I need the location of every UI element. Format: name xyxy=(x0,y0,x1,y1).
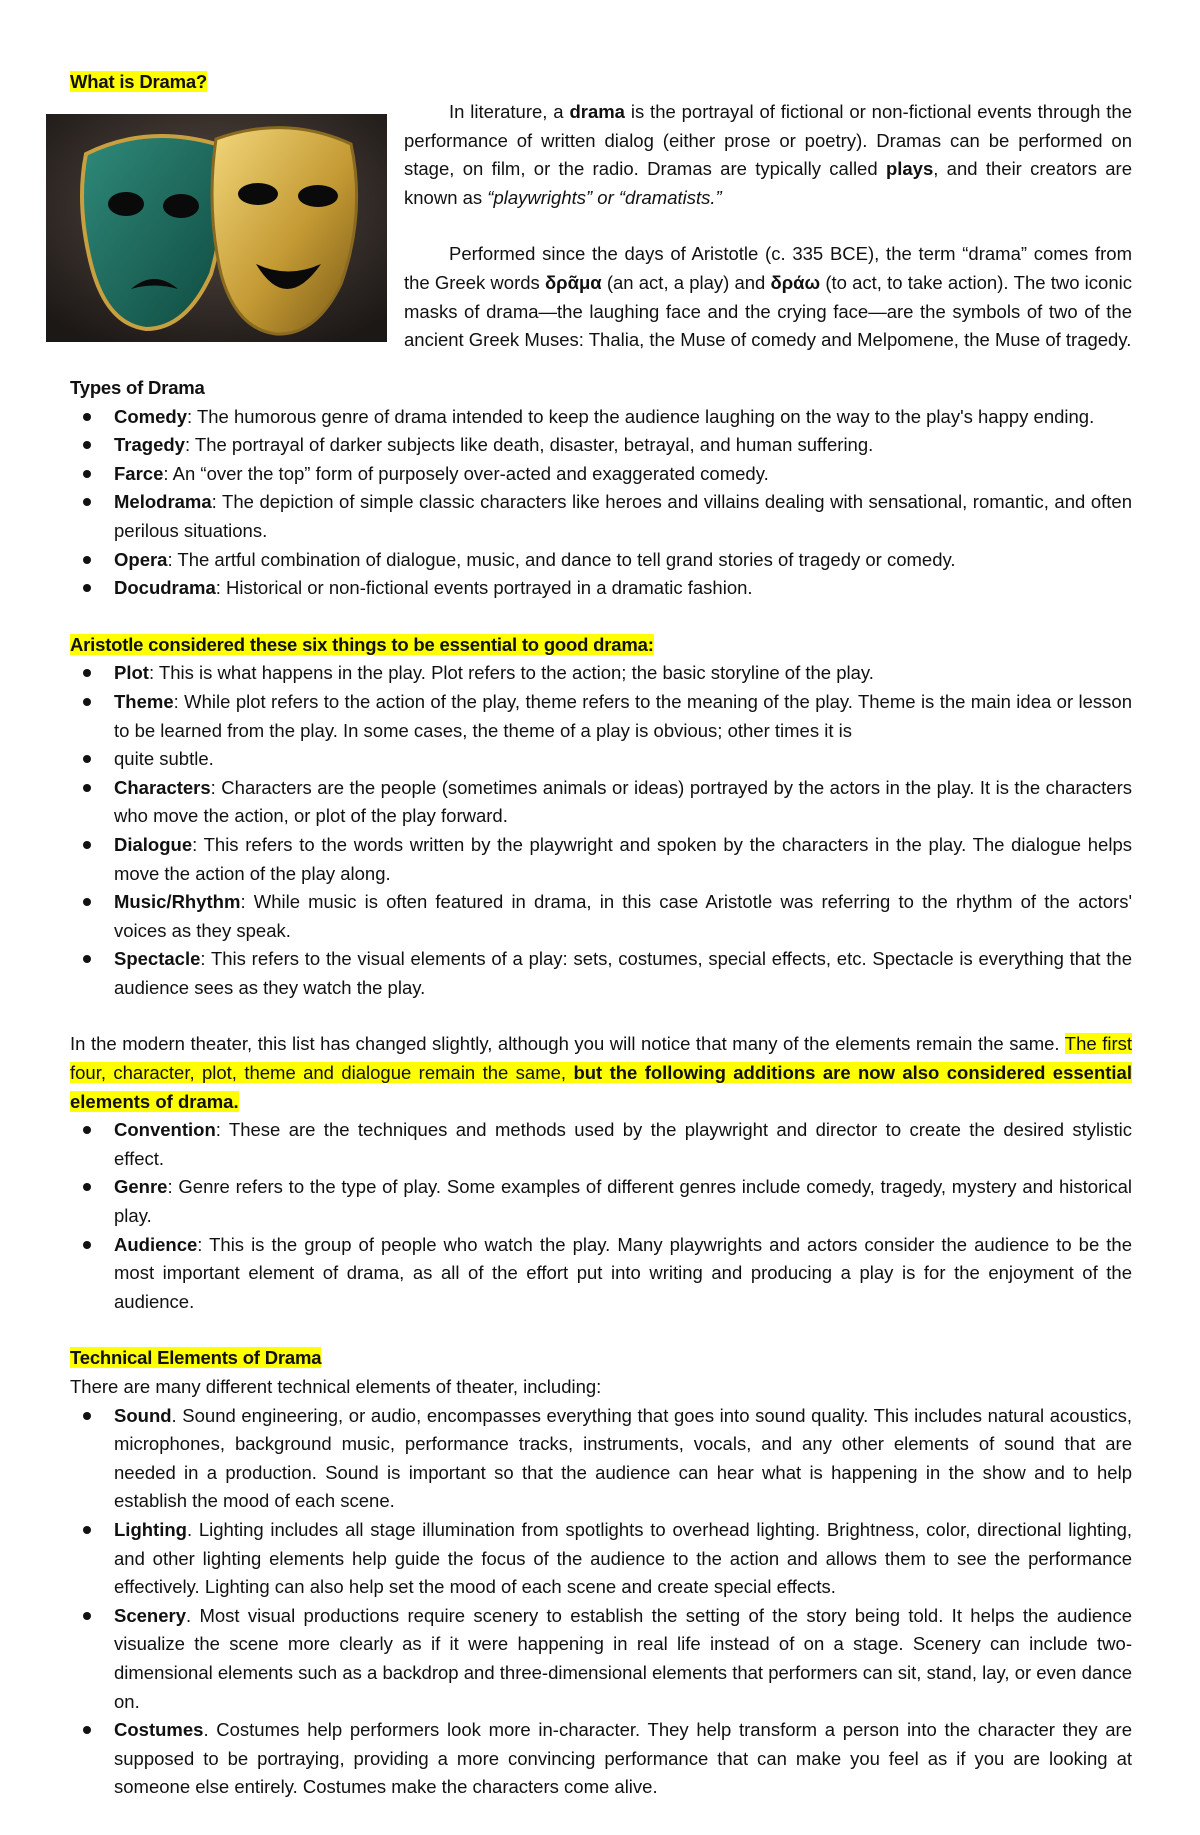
list-item xyxy=(70,1716,1132,1802)
types-heading: Types of Drama xyxy=(70,377,205,398)
list-item-term: Dialogue xyxy=(114,833,193,855)
aristotle-section xyxy=(70,631,1132,1003)
intro-text xyxy=(404,98,1132,355)
intro-p2-text-c: (an act, a play) and xyxy=(601,271,771,293)
list-item-term: Opera xyxy=(114,548,168,570)
list-item-text: . Lighting includes all stage illumination from spotlights to overhead lighting. Brightness, color, directional lighting, and other lighting elements help guide the focus of the audience to the action and allows them to see the performance effectively. Lighting can also help set the mood of each scene and create special effects. xyxy=(114,1518,1132,1598)
modern-text: In the modern theater, this list has changed slightly, although you will notice that many of the elements remain the same. xyxy=(70,1033,1065,1055)
document-page xyxy=(70,68,1132,1802)
intro-p2-text-a: Performed since the days of Aristotle (c. 335 BCE), the term “drama” comes from the Greek words xyxy=(404,243,1132,293)
list-item-text: . Sound engineering, or audio, encompasses everything that goes into sound quality. This includes natural acoustics, microphones, background music, performance tracks, instruments, vocals, and any other elements of sound that are needed in a production. Sound is important so that the audience can hear what is happening in the show and to help establish the mood of each scene. xyxy=(114,1404,1132,1512)
aristotle-heading-text: Aristotle considered these six things to be essential to good drama: xyxy=(70,633,654,655)
list-item-term: Comedy xyxy=(114,405,187,427)
list-item-text: : While music is often featured in drama, in this case Aristotle was referring to the rhythm of the actors' voices as they speak. xyxy=(114,891,1132,941)
list-item xyxy=(70,688,1132,745)
technical-lead: There are many different technical elements of theater, including: xyxy=(70,1376,602,1397)
list-item-term: Costumes xyxy=(114,1719,204,1741)
list-item-term: Plot xyxy=(114,662,149,684)
intro-p1-text-c: is the portrayal of fictional or non-fictional events through the performance of written dialog (either prose or poetry). Dramas can be performed on stage, on film, or the radio. Dramas are typically called xyxy=(404,101,1132,180)
list-item-text: : Genre refers to the type of play. Some examples of different genres include comedy, tragedy, mystery and historical play. xyxy=(114,1176,1132,1227)
list-item-text: : The humorous genre of drama intended to keep the audience laughing on the way to the play's happy ending. xyxy=(187,405,1095,427)
technical-list xyxy=(70,1402,1132,1802)
list-item xyxy=(70,774,1132,831)
intro-p1-plays: plays xyxy=(885,158,934,180)
modern-highlight-bold: but the following additions are now also considered essential elements of drama. xyxy=(70,1062,1132,1112)
list-item-term: Theme xyxy=(114,690,174,712)
aristotle-heading xyxy=(70,631,1132,660)
list-item-text: : An “over the top” form of purposely over-acted and exaggerated comedy. xyxy=(163,462,769,484)
list-item-text: : While plot refers to the action of the play, theme refers to the meaning of the play. Theme is the main idea or lesson to be learned from the play. In some cases, the theme of a play is obvious; other times it is xyxy=(114,690,1132,741)
list-item xyxy=(70,1402,1132,1516)
drama-masks-image xyxy=(46,114,387,342)
list-item-term: Genre xyxy=(114,1176,168,1198)
list-item-term: Lighting xyxy=(114,1518,187,1540)
list-item-text: : Historical or non-fictional events portrayed in a dramatic fashion. xyxy=(215,577,753,599)
list-item-text: : The portrayal of darker subjects like death, disaster, betrayal, and human suffering. xyxy=(184,434,874,456)
list-item-text: : This refers to the words written by the playwright and spoken by the characters in the play. The dialogue helps move the action of the play along. xyxy=(114,833,1132,884)
list-item-term: Scenery xyxy=(114,1604,186,1626)
technical-heading-text: Technical Elements of Drama xyxy=(70,1347,322,1369)
intro-p2-greek-2: δράω xyxy=(770,271,821,293)
technical-heading xyxy=(70,1344,1132,1373)
intro-p2-greek-1: δρᾶμα xyxy=(544,271,602,293)
list-item xyxy=(70,1231,1132,1317)
list-item-text: . Most visual productions require scenery to establish the setting of the story being told. It helps the audience visualize the scene more clearly as if it were happening in real life instead of on a stage. Scenery can include two-dimensional elements such as a backdrop and three-dimensional elements that performers can sit, stand, lay, or even dance on. xyxy=(114,1604,1132,1712)
list-item-term: Tragedy xyxy=(114,434,185,456)
list-item-term: Docudrama xyxy=(114,577,216,599)
list-item-text: quite subtle. xyxy=(114,748,214,770)
list-item-text: : The artful combination of dialogue, music, and dance to tell grand stories of tragedy or comedy. xyxy=(167,548,956,570)
title-heading xyxy=(70,68,1132,97)
title-text: What is Drama? xyxy=(70,71,208,92)
modern-list xyxy=(70,1116,1132,1316)
modern-paragraph xyxy=(70,1030,1132,1116)
list-item xyxy=(70,1516,1132,1602)
list-item-term: Melodrama xyxy=(114,491,212,513)
list-item-term: Music/Rhythm xyxy=(114,891,241,913)
aristotle-list xyxy=(70,659,1132,1002)
list-item-term: Spectacle xyxy=(114,948,201,970)
modern-section xyxy=(70,1030,1132,1316)
list-item xyxy=(70,745,1132,774)
intro-p2-text-d: (to act, to take action). The two iconic masks of drama—the laughing face and the crying face—are the symbols of two of the ancient Greek Muses: Thalia, the Muse of comedy and Melpomene, the Muse of tragedy. xyxy=(404,271,1132,351)
list-item xyxy=(70,888,1132,945)
intro-p1-italic: “playwrights” or “dramatists.” xyxy=(487,186,722,208)
list-item-term: Audience xyxy=(114,1233,198,1255)
list-item xyxy=(70,431,1132,460)
list-item-text: : These are the techniques and methods used by the playwright and director to create the desired stylistic effect. xyxy=(114,1119,1132,1169)
list-item xyxy=(70,1116,1132,1173)
types-list xyxy=(70,403,1132,603)
masks-illustration xyxy=(46,114,387,342)
list-item xyxy=(70,574,1132,603)
intro-p1-text-d: , and their creators are known as xyxy=(404,158,1132,208)
list-item-text: : The depiction of simple classic characters like heroes and villains dealing with sensational, romantic, and often perilous situations. xyxy=(114,491,1132,541)
list-item-term: Sound xyxy=(114,1404,172,1426)
list-item xyxy=(70,488,1132,545)
list-item-text: : This is the group of people who watch the play. Many playwrights and actors consider the audience to be the most important element of drama, as all of the effort put into writing and producing a play is for the enjoyment of the audience. xyxy=(114,1233,1132,1312)
list-item xyxy=(70,831,1132,888)
intro-paragraph-2 xyxy=(404,240,1132,354)
list-item xyxy=(70,1602,1132,1716)
list-item-term: Farce xyxy=(114,462,164,484)
list-item-text: : This is what happens in the play. Plot refers to the action; the basic storyline of the play. xyxy=(148,662,874,684)
list-item-term: Characters xyxy=(114,776,211,798)
types-section xyxy=(70,374,1132,603)
list-item xyxy=(70,1173,1132,1230)
intro-paragraph-1 xyxy=(404,98,1132,212)
intro-p1-drama: drama xyxy=(569,101,625,122)
list-item xyxy=(70,460,1132,489)
list-item-text: : This refers to the visual elements of a play: sets, costumes, special effects, etc. Spectacle is everything that the audience sees as they watch the play. xyxy=(114,948,1132,998)
intro-p1-text-a: In literature, a xyxy=(449,101,570,122)
list-item xyxy=(70,546,1132,575)
list-item xyxy=(70,659,1132,688)
list-item-text: : Characters are the people (sometimes animals or ideas) portrayed by the actors in the play. It is the characters who move the action, or plot of the play forward. xyxy=(114,776,1132,827)
list-item-text: . Costumes help performers look more in-character. They help transform a person into the character they are supposed to be portraying, providing a more convincing performance that can make you feel as if you are looking at someone else entirely. Costumes make the characters come alive. xyxy=(114,1719,1132,1798)
intro-section xyxy=(70,68,1132,374)
list-item xyxy=(70,945,1132,1002)
list-item-term: Convention xyxy=(114,1119,216,1141)
list-item xyxy=(70,403,1132,432)
technical-section xyxy=(70,1344,1132,1802)
modern-highlight: The first four, character, plot, theme and dialogue remain the same, xyxy=(70,1033,1132,1084)
